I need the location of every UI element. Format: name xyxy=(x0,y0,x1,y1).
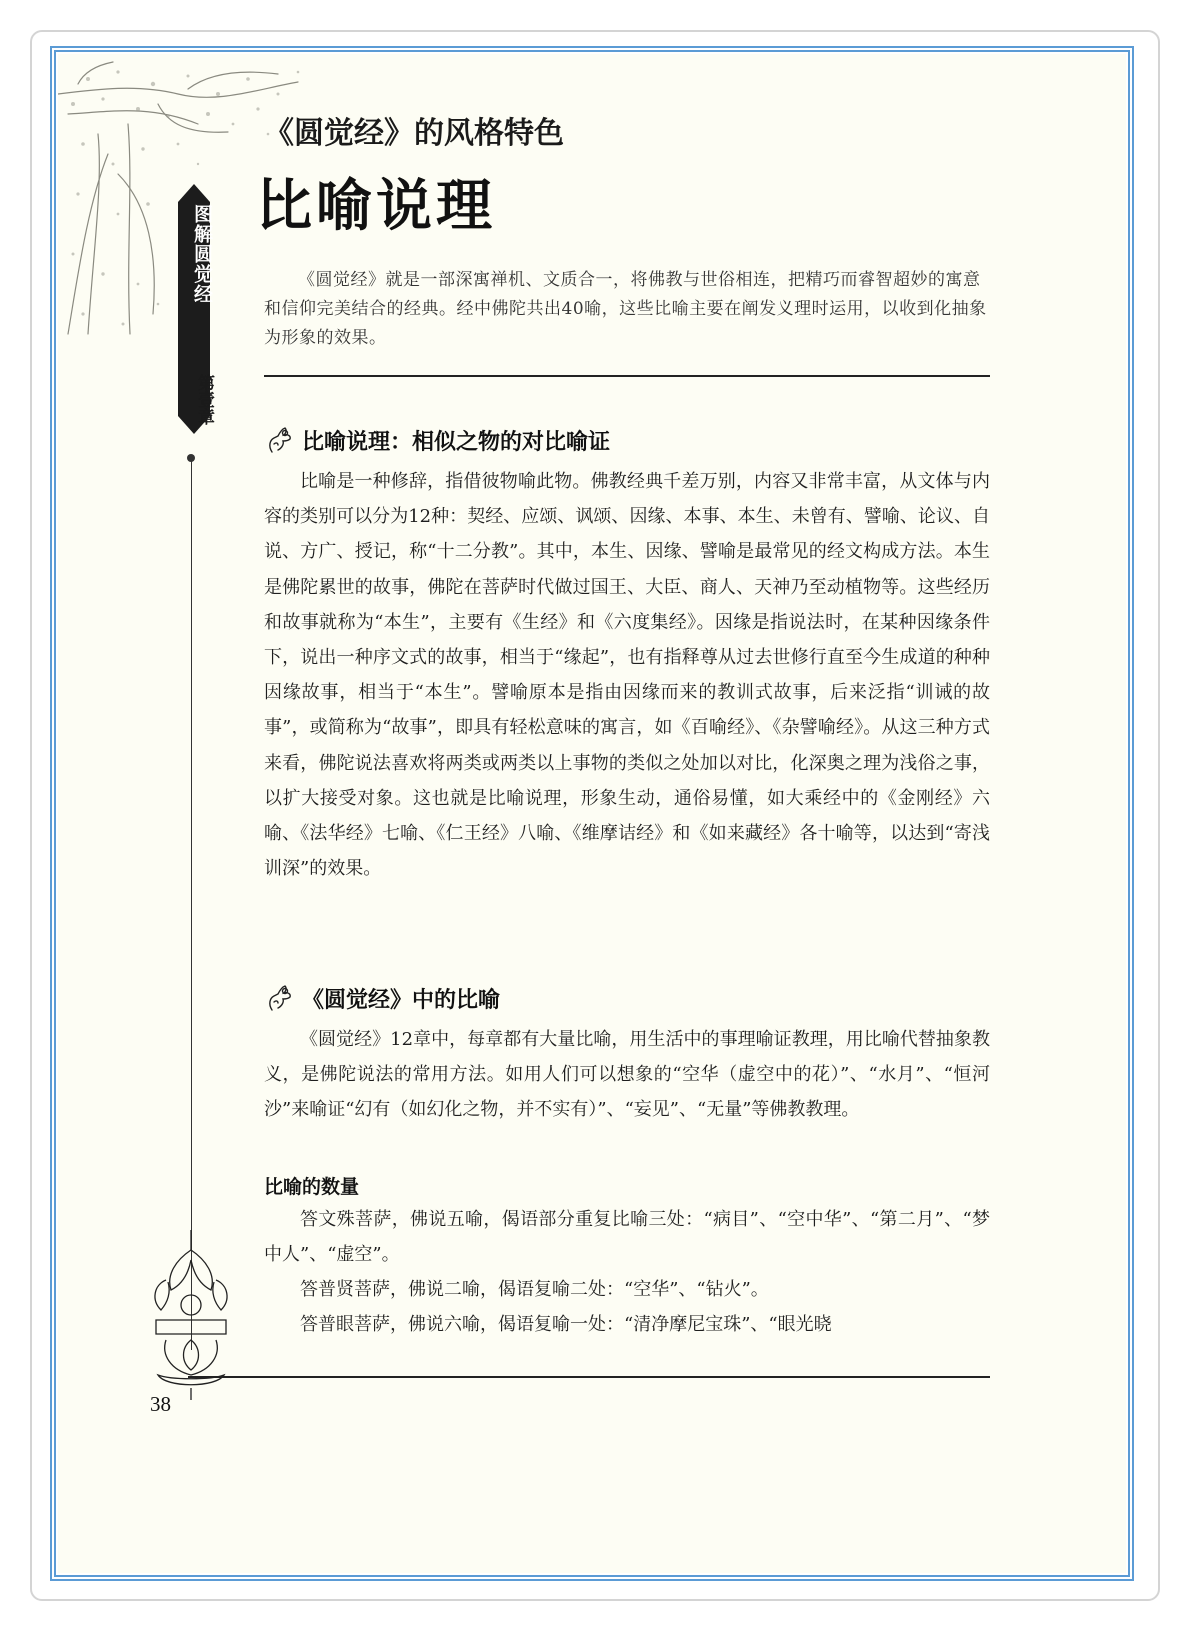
book-page xyxy=(58,54,1126,1573)
mudra-hand-icon xyxy=(264,424,296,456)
section-2-paragraph: 《圆觉经》12章中，每章都有大量比喻，用生活中的事理喻证教理，用比喻代替抽象教义，是佛陀说法的常用方法。如用人们可以想象的“空华（虚空中的花）”、“水月”、“恒河沙”来喻证“幻有（如幻化之物，并不实有）”、“妄见”、“无量”等佛教教理。 xyxy=(264,1029,990,1121)
intro-divider xyxy=(264,375,990,377)
lotus-ornament-icon xyxy=(146,1230,236,1400)
count-item-1: 答文殊菩萨，佛说五喻，偈语部分重复比喻三处：“病目”、“空中华”、“第二月”、“梦中人”、“虚空”。 xyxy=(264,1209,990,1266)
section-kicker: 《圆觉经》的风格特色 xyxy=(264,116,564,151)
footer-divider xyxy=(188,1376,990,1378)
chapter-label: 第壹章 xyxy=(194,374,214,425)
count-item-3: 答普眼菩萨，佛说六喻，偈语复喻一处：“清净摩尼宝珠”、“眼光晓 xyxy=(300,1314,832,1335)
sidebar-vertical-line xyxy=(191,460,192,1350)
section-heading-1 xyxy=(264,424,610,456)
page-number: 38 xyxy=(150,1392,171,1416)
section-heading-2 xyxy=(264,982,500,1014)
count-item-2: 答普贤菩萨，佛说二喻，偈语复喻二处：“空华”、“钻火”。 xyxy=(300,1279,769,1300)
section-heading-2-text: 《圆觉经》中的比喻 xyxy=(302,987,501,1013)
section-heading-1-text: 比喻说理：相似之物的对比喻证 xyxy=(302,429,611,455)
count-subheading: 比喻的数量 xyxy=(264,1176,360,1198)
page-title: 比喻说理 xyxy=(256,174,496,239)
section-1-paragraph: 比喻是一种修辞，指借彼物喻此物。佛教经典千差万别，内容又非常丰富，从文体与内容的类别可以分为12种：契经、应颂、讽颂、因缘、本事、本生、未曾有、譬喻、论议、自说、方广、授记，称“十二分教”。其中，本生、因缘、譬喻是最常见的经文构成方法。本生是佛陀累世的故事，佛陀在菩萨时代做过国王、大臣、商人、天神乃至动植物等。这些经历和故事就称为“本生”，主要有《生经》和《六度集经》。因缘是指说法时，在某种因缘条件下，说出一种序文式的故事，相当于“缘起”，也有指释尊从过去世修行直至今生成道的种种因缘故事，相当于“本生”。譬喻原本是指由因缘而来的教训式故事，后来泛指“训诫的故事”，或简称为“故事”，即具有轻松意味的寓言，如《百喻经》、《杂譬喻经》。从这三种方式来看，佛陀说法喜欢将两类或两类以上事物的类似之处加以对比，化深奥之理为浅俗之事，以扩大接受对象。这也就是比喻说理，形象生动，通俗易懂，如大乘经中的《金刚经》六喻、《法华经》七喻、《仁王经》八喻、《维摩诘经》和《如来藏经》各十喻等，以达到“寄浅训深”的效果。 xyxy=(264,471,990,880)
intro-paragraph: 《圆觉经》就是一部深寓禅机、文质合一，将佛教与世俗相连，把精巧而睿智超妙的寓意和信仰完美结合的经典。经中佛陀共出40喻，这些比喻主要在阐发义理时运用，以收到化抽象为形象的效果。 xyxy=(264,270,987,348)
series-title: 图解圆觉经 xyxy=(191,204,213,304)
mudra-hand-icon xyxy=(264,982,296,1014)
